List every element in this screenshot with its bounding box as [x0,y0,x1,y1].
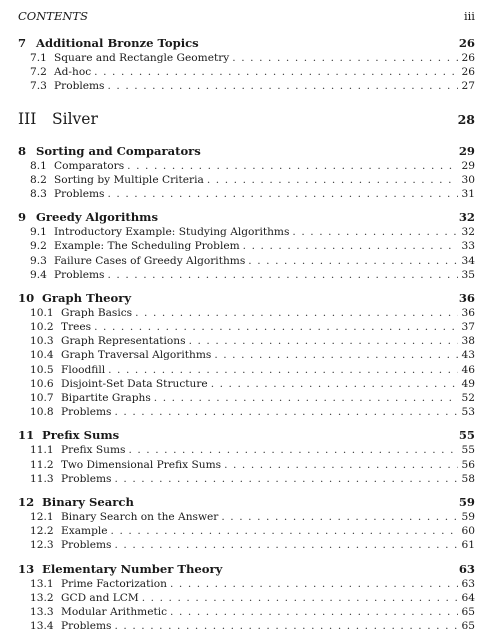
chapter-title: Greedy Algorithms [36,210,158,225]
chapter-number: 10 [18,290,35,305]
dot-leader [154,391,458,405]
part-title: Silver [52,109,98,128]
section-title: Two Dimensional Prefix Sums [61,458,222,471]
section-number: 9.3 [30,254,47,267]
section-number: 9.4 [30,268,47,281]
section-title: Binary Search on the Answer [61,510,219,523]
section-title: Problems [61,472,112,485]
section-number: 12.2 [30,525,54,538]
section-entry[interactable] [18,472,475,486]
chapter-heading[interactable] [18,291,475,306]
dot-leader [108,268,459,282]
section-page: 30 [461,173,475,186]
section-title: Trees [61,321,92,334]
section-number: 13.1 [30,577,54,590]
chapter-page: 36 [458,290,475,305]
dot-leader [108,363,458,377]
section-entry[interactable] [18,605,475,619]
section-number: 8.2 [30,173,47,186]
section-entry[interactable] [18,405,475,419]
dot-leader [94,65,458,79]
section-number: 10.5 [30,363,54,376]
section-page: 61 [461,539,475,552]
section-title: Problems [61,406,112,419]
section-entry[interactable] [18,458,475,472]
chapter-page: 63 [458,561,475,576]
dot-leader [292,225,458,239]
chapter-title: Binary Search [42,494,134,509]
section-entry[interactable] [18,524,475,538]
section-number: 10.7 [30,392,54,404]
chapter-number: 7 [18,36,27,50]
section-entry[interactable] [18,187,475,201]
section-page: 46 [461,363,475,376]
chapter-heading[interactable] [18,428,475,443]
dot-leader [170,605,458,619]
dot-leader [211,377,458,391]
section-number: 7.3 [30,80,47,93]
section-entry[interactable] [18,363,475,377]
section-entry[interactable] [18,510,475,524]
section-page: 37 [461,321,475,334]
table-of-contents [18,36,475,642]
chapter-title: Additional Bronze Topics [36,36,199,50]
section-entry[interactable] [18,619,475,633]
section-number: 11.2 [30,458,54,471]
dot-leader [94,320,458,334]
chapter-page: 29 [458,143,475,158]
section-title: Graph Traversal Algorithms [61,349,212,362]
section-title: Comparators [54,159,125,172]
section-title: Failure Cases of Greedy Algorithms [54,254,246,267]
part-number: III [18,109,37,128]
section-entry[interactable] [18,320,475,334]
section-title: Problems [54,80,105,93]
section-number: 10.2 [30,321,54,334]
section-page: 65 [461,620,475,633]
section-title: Prime Factorization [61,577,167,590]
section-entry[interactable] [18,391,475,405]
section-entry[interactable] [18,348,475,362]
section-page: 34 [461,254,475,267]
chapter-title: Prefix Sums [42,428,120,443]
section-title: Graph Basics [61,306,133,319]
chapter-title: Elementary Number Theory [42,561,223,576]
section-number: 12.1 [30,510,54,523]
section-entry[interactable] [18,443,475,457]
dot-leader [115,538,459,552]
dot-leader [128,443,458,457]
dot-leader [108,187,459,201]
chapter-heading[interactable] [18,562,475,577]
chapter-number: 12 [18,494,35,509]
section-page: 55 [461,444,475,457]
chapter-number: 8 [18,143,27,158]
running-header-title: CONTENTS [18,9,88,23]
section-title: Sorting by Multiple Criteria [54,173,204,186]
chapter-8 [18,144,475,202]
chapter-7 [18,36,475,94]
running-header-page-number: iii [463,9,475,23]
section-page: 27 [461,80,475,93]
section-entry[interactable] [18,591,475,605]
section-number: 10.8 [30,406,54,419]
section-page: 33 [461,240,475,253]
chapter-page: 55 [458,428,475,443]
part-heading[interactable] [18,106,475,132]
section-page: 43 [461,349,475,362]
section-page: 35 [461,268,475,281]
section-page: 65 [461,605,475,618]
section-title: Introductory Example: Studying Algorithms [54,226,290,239]
section-number: 10.3 [30,335,54,348]
chapter-number: 9 [18,210,27,225]
section-number: 12.3 [30,539,54,552]
section-title: GCD and LCM [61,591,139,604]
section-number: 11.3 [30,472,54,485]
section-entry[interactable] [18,173,475,187]
section-title: Problems [54,187,105,200]
chapter-page: 26 [458,36,475,50]
chapter-9 [18,210,475,282]
section-page: 52 [461,392,475,404]
section-entry[interactable] [18,577,475,591]
section-page: 38 [461,335,475,348]
section-number: 10.4 [30,349,54,362]
section-page: 31 [461,187,475,200]
section-number: 7.1 [30,52,47,64]
section-title: Problems [61,539,112,552]
dot-leader [214,348,458,362]
chapter-11 [18,428,475,486]
chapter-heading[interactable] [18,495,475,510]
dot-leader [189,334,458,348]
section-page: 36 [461,306,475,319]
section-page: 53 [461,406,475,419]
chapter-title: Sorting and Comparators [36,143,201,158]
dot-leader [232,51,458,65]
section-title: Example [61,525,108,538]
section-page: 63 [461,577,475,590]
section-page: 32 [461,226,475,239]
section-title: Floodfill [61,363,106,376]
section-entry[interactable] [18,538,475,552]
section-number: 11.1 [30,444,54,457]
section-number: 8.3 [30,187,47,200]
dot-leader [170,577,458,591]
section-title: Modular Arithmetic [61,605,168,618]
section-number: 13.2 [30,591,54,604]
dot-leader [115,472,459,486]
dot-leader [111,524,458,538]
section-page: 56 [461,458,475,471]
section-page: 59 [461,510,475,523]
chapter-10 [18,291,475,420]
chapter-number: 13 [18,561,35,576]
section-title: Disjoint-Set Data Structure [61,377,208,390]
section-entry[interactable] [18,306,475,320]
section-title: Problems [61,620,112,633]
dot-leader [115,405,459,419]
section-number: 7.2 [30,66,47,79]
dot-leader [142,591,458,605]
chapter-title: Graph Theory [42,290,132,305]
chapter-page: 32 [458,210,475,225]
section-title: Graph Representations [61,335,186,348]
section-number: 9.2 [30,240,47,253]
section-number: 10.6 [30,377,54,390]
section-page: 49 [461,377,475,390]
section-entry[interactable] [18,334,475,348]
section-number: 13.3 [30,605,54,618]
dot-leader [248,254,458,268]
section-page: 64 [461,591,475,604]
running-header [18,8,475,24]
chapter-13 [18,562,475,634]
section-page: 58 [461,472,475,485]
section-title: Bipartite Graphs [61,392,151,404]
section-title: Prefix Sums [61,444,126,457]
chapter-heading[interactable] [18,36,475,51]
section-entry[interactable] [18,79,475,93]
section-entry[interactable] [18,159,475,173]
section-entry[interactable] [18,51,475,65]
chapter-page: 59 [458,494,475,509]
section-page: 60 [461,525,475,538]
section-title: Problems [54,268,105,281]
section-entry[interactable] [18,225,475,239]
dot-leader [207,173,458,187]
dot-leader [224,458,458,472]
section-number: 8.1 [30,159,47,172]
part-page: 28 [457,111,475,127]
section-entry[interactable] [18,65,475,79]
section-entry[interactable] [18,268,475,282]
chapter-12 [18,495,475,553]
dot-leader [115,619,459,633]
dot-leader [135,306,458,320]
section-title: Example: The Scheduling Problem [54,240,240,253]
chapter-heading[interactable] [18,210,475,225]
section-number: 9.1 [30,226,47,239]
section-page: 26 [461,66,475,79]
section-entry[interactable] [18,254,475,268]
dot-leader [127,159,458,173]
section-title: Ad-hoc [54,66,92,79]
dot-leader [243,239,458,253]
chapter-number: 11 [18,428,35,443]
section-page: 26 [461,52,475,64]
section-title: Square and Rectangle Geometry [54,52,230,64]
section-number: 13.4 [30,620,54,633]
section-entry[interactable] [18,377,475,391]
dot-leader [108,79,459,93]
section-entry[interactable] [18,239,475,253]
section-page: 29 [461,159,475,172]
section-number: 10.1 [30,306,54,319]
dot-leader [221,510,458,524]
chapter-heading[interactable] [18,144,475,159]
